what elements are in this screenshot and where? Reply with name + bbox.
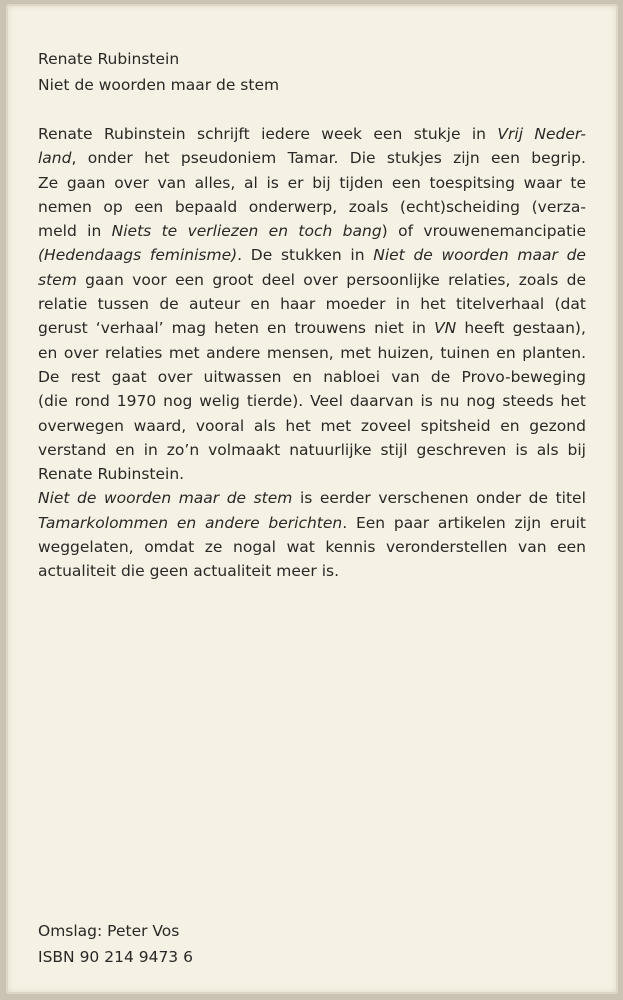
word: en bbox=[292, 367, 313, 386]
italic-word: bang bbox=[342, 222, 382, 241]
word: Rubinstein bbox=[103, 125, 186, 143]
word: wat bbox=[286, 538, 315, 557]
word: stijl bbox=[380, 440, 408, 459]
word: onder bbox=[87, 149, 133, 168]
word: bepaald bbox=[174, 197, 238, 216]
word: stukjes bbox=[386, 149, 442, 168]
text-line bbox=[38, 316, 586, 340]
word: actualiteit bbox=[38, 562, 117, 581]
word: en bbox=[496, 343, 516, 362]
word: als bbox=[253, 416, 276, 435]
word: en bbox=[500, 416, 520, 435]
word: toespitsing bbox=[429, 173, 515, 192]
word: onder bbox=[476, 489, 522, 508]
word: in bbox=[411, 319, 427, 338]
word: ) bbox=[381, 222, 388, 241]
word: heeft bbox=[464, 319, 505, 338]
word: en bbox=[267, 319, 287, 338]
word: welig bbox=[199, 392, 240, 411]
text-line bbox=[38, 559, 586, 583]
blurb-text bbox=[38, 122, 586, 584]
word: is bbox=[299, 489, 313, 508]
italic-word: stem bbox=[253, 489, 293, 508]
italic-word: Tamarkolommen bbox=[38, 513, 169, 532]
word: auteur bbox=[188, 295, 241, 314]
word: Renate bbox=[38, 465, 93, 484]
word: over bbox=[157, 367, 193, 386]
word: als bbox=[536, 440, 559, 459]
word: vooral bbox=[195, 416, 245, 435]
text-line bbox=[38, 438, 586, 462]
word: zoals bbox=[348, 197, 389, 216]
text-line bbox=[38, 511, 586, 535]
word: een bbox=[373, 125, 403, 143]
word: een bbox=[391, 173, 421, 192]
italic-word: Vrij bbox=[497, 125, 523, 143]
word: gaat bbox=[111, 367, 147, 386]
word: van bbox=[157, 173, 186, 192]
text-line bbox=[38, 219, 586, 243]
word: voor bbox=[132, 270, 167, 289]
text-line bbox=[38, 365, 586, 389]
word: omdat bbox=[144, 538, 195, 557]
word: natuurlijke bbox=[289, 440, 372, 459]
word: is bbox=[420, 392, 433, 411]
word: uitwassen bbox=[203, 367, 282, 386]
italic-word: Niets bbox=[111, 222, 152, 241]
word: tijden bbox=[339, 173, 384, 192]
word: steeds bbox=[502, 392, 554, 411]
word: (verza- bbox=[531, 197, 586, 216]
word: nabloei bbox=[323, 367, 381, 386]
word: is bbox=[266, 173, 279, 192]
text-line bbox=[38, 486, 586, 510]
italic-word: verliezen bbox=[187, 222, 259, 241]
word: relaties bbox=[104, 343, 163, 362]
word: deel bbox=[261, 270, 295, 289]
word: gezond bbox=[529, 416, 586, 435]
word: Provo-beweging bbox=[461, 367, 587, 386]
footer-block bbox=[38, 918, 193, 970]
cover-credit: Omslag: Peter Vos bbox=[38, 922, 180, 940]
word: gestaan), bbox=[512, 319, 586, 338]
text-line bbox=[38, 122, 586, 146]
text-line bbox=[38, 243, 586, 267]
word: en bbox=[250, 295, 270, 314]
text-line bbox=[38, 389, 586, 413]
word: in bbox=[87, 222, 102, 241]
word: De bbox=[38, 367, 60, 386]
word: zoals bbox=[518, 270, 559, 289]
word: stukje bbox=[413, 125, 461, 143]
italic-word: maar bbox=[178, 489, 220, 508]
italic-word: Neder- bbox=[534, 125, 587, 143]
word: het bbox=[420, 295, 446, 314]
word: iedere bbox=[261, 125, 310, 143]
italic-word: (Hedendaags bbox=[38, 246, 142, 265]
word: vrouwenemancipatie bbox=[423, 222, 586, 241]
word: tuinen bbox=[440, 343, 490, 362]
word: de bbox=[159, 295, 179, 314]
author-name: Renate Rubinstein bbox=[38, 50, 180, 68]
word: een bbox=[557, 538, 587, 557]
italic-word: woorden bbox=[441, 246, 509, 265]
word: , bbox=[71, 149, 77, 168]
word: niet bbox=[374, 319, 404, 338]
word: is bbox=[515, 440, 528, 459]
word: die bbox=[120, 562, 145, 581]
italic-word: de bbox=[413, 246, 433, 265]
word: onderwerp, bbox=[248, 197, 338, 216]
word: bij bbox=[567, 440, 586, 459]
word: Veel bbox=[310, 392, 343, 411]
word: gaan bbox=[66, 173, 106, 192]
word: verschenen bbox=[378, 489, 469, 508]
word: zijn bbox=[453, 149, 480, 168]
word: verstand bbox=[38, 440, 107, 459]
word: over bbox=[114, 173, 149, 192]
word: waard, bbox=[133, 416, 187, 435]
word: overwegen bbox=[38, 416, 124, 435]
word: in bbox=[471, 125, 487, 143]
word: meer bbox=[276, 562, 317, 581]
word: artikelen bbox=[437, 513, 506, 532]
word: zo’n bbox=[166, 440, 200, 459]
word: tussen bbox=[97, 295, 150, 314]
word: al bbox=[244, 173, 258, 192]
word: een bbox=[134, 197, 164, 216]
italic-word: Niet bbox=[38, 489, 70, 508]
text-line bbox=[38, 292, 586, 316]
word: geschreven bbox=[416, 440, 507, 459]
word: week bbox=[321, 125, 362, 143]
word: Ze bbox=[38, 173, 59, 192]
text-line bbox=[38, 195, 586, 219]
word: van bbox=[391, 367, 420, 386]
word: planten. bbox=[522, 343, 587, 362]
word: huizen, bbox=[377, 343, 434, 362]
word: en bbox=[115, 440, 135, 459]
word: De bbox=[250, 246, 273, 265]
italic-word: toch bbox=[298, 222, 333, 241]
word: en bbox=[38, 343, 58, 362]
word: zoveel bbox=[360, 416, 412, 435]
word: nog bbox=[466, 392, 496, 411]
word: in bbox=[350, 246, 365, 265]
back-cover bbox=[6, 4, 618, 994]
word: of bbox=[398, 222, 414, 241]
word: (dat bbox=[554, 295, 586, 314]
word: titel bbox=[555, 489, 586, 508]
word: gaan bbox=[85, 270, 124, 289]
word: weggelaten, bbox=[38, 538, 134, 557]
italic-word: woorden bbox=[103, 489, 172, 508]
word: nogal bbox=[233, 538, 276, 557]
word: geen bbox=[149, 562, 189, 581]
word: . bbox=[237, 246, 243, 265]
word: over bbox=[63, 343, 99, 362]
word: titelverhaal bbox=[455, 295, 545, 314]
text-line bbox=[38, 414, 586, 438]
word: ‘verhaal’ bbox=[95, 319, 164, 338]
word: nemen bbox=[38, 197, 92, 216]
word: mag bbox=[171, 319, 207, 338]
word: op bbox=[103, 197, 123, 216]
word: (echt)scheiding bbox=[399, 197, 521, 216]
italic-word: berichten bbox=[268, 513, 343, 532]
text-line bbox=[38, 146, 586, 170]
isbn-number: ISBN 90 214 9473 6 bbox=[38, 948, 193, 966]
word: in bbox=[395, 295, 410, 314]
word: met bbox=[320, 416, 352, 435]
italic-word: de bbox=[226, 489, 247, 508]
word: begrip. bbox=[531, 149, 586, 168]
word: er bbox=[287, 173, 304, 192]
word: nu bbox=[439, 392, 460, 411]
word: waar bbox=[523, 173, 562, 192]
italic-word: Niet bbox=[373, 246, 405, 265]
text-line bbox=[38, 462, 586, 486]
word: Een bbox=[355, 513, 386, 532]
word: Rubinstein. bbox=[97, 465, 185, 484]
italic-word: stem bbox=[38, 270, 77, 289]
italic-word: VN bbox=[434, 319, 457, 338]
word: tierde). bbox=[246, 392, 304, 411]
word: over bbox=[303, 270, 338, 289]
italic-word: en bbox=[176, 513, 197, 532]
word: ze bbox=[204, 538, 223, 557]
word: nog bbox=[163, 392, 193, 411]
word: zijn bbox=[514, 513, 542, 532]
italic-word: de bbox=[77, 489, 97, 508]
word: relatie bbox=[38, 295, 88, 314]
word: schrijft bbox=[197, 125, 250, 143]
word: het bbox=[560, 392, 586, 411]
word: andere bbox=[206, 343, 261, 362]
word: een bbox=[175, 270, 205, 289]
word: groot bbox=[212, 270, 254, 289]
word: Renate bbox=[38, 125, 93, 143]
text-line bbox=[38, 341, 586, 365]
header-block bbox=[38, 46, 279, 98]
italic-word: en bbox=[268, 222, 289, 241]
word: stukken bbox=[280, 246, 342, 265]
italic-word: de bbox=[566, 246, 586, 265]
word: volmaakt bbox=[208, 440, 281, 459]
word: actualiteit bbox=[193, 562, 272, 581]
word: is. bbox=[321, 562, 340, 581]
word: in bbox=[143, 440, 158, 459]
word: persoonlijke bbox=[346, 270, 440, 289]
word: meld bbox=[38, 222, 77, 241]
word: rest bbox=[70, 367, 101, 386]
word: daarvan bbox=[349, 392, 414, 411]
word: gerust bbox=[38, 319, 88, 338]
word: kennis bbox=[325, 538, 376, 557]
word: het bbox=[285, 416, 311, 435]
word: spitsheid bbox=[420, 416, 491, 435]
word: heten bbox=[214, 319, 259, 338]
word: met bbox=[168, 343, 200, 362]
word: een bbox=[491, 149, 520, 168]
text-line bbox=[38, 171, 586, 195]
text-line bbox=[38, 268, 586, 292]
word: de bbox=[566, 270, 587, 289]
italic-word: feminisme) bbox=[149, 246, 238, 265]
word: de bbox=[430, 367, 451, 386]
word: trouwens bbox=[294, 319, 366, 338]
word: haar bbox=[280, 295, 316, 314]
word: relaties, bbox=[448, 270, 511, 289]
italic-word: maar bbox=[517, 246, 558, 265]
word: het bbox=[144, 149, 170, 168]
word: met bbox=[340, 343, 371, 362]
italic-word: te bbox=[161, 222, 178, 241]
word: van bbox=[518, 538, 547, 557]
word: moeder bbox=[325, 295, 386, 314]
word: Die bbox=[349, 149, 376, 168]
italic-word: andere bbox=[205, 513, 260, 532]
word: bij bbox=[312, 173, 331, 192]
word: 1970 bbox=[116, 392, 157, 411]
word: eerder bbox=[319, 489, 371, 508]
word: mensen, bbox=[266, 343, 334, 362]
book-title: Niet de woorden maar de stem bbox=[38, 76, 280, 94]
italic-word: land bbox=[38, 149, 72, 168]
word: veronderstellen bbox=[385, 538, 508, 557]
word: rond bbox=[74, 392, 110, 411]
word: (die bbox=[38, 392, 68, 411]
word: te bbox=[570, 173, 586, 192]
word: alles, bbox=[194, 173, 236, 192]
word: . bbox=[342, 513, 348, 532]
word: eruit bbox=[549, 513, 586, 532]
word: Tamar. bbox=[287, 149, 339, 168]
word: paar bbox=[393, 513, 430, 532]
word: pseudoniem bbox=[180, 149, 277, 168]
word: de bbox=[528, 489, 549, 508]
text-line bbox=[38, 535, 586, 559]
